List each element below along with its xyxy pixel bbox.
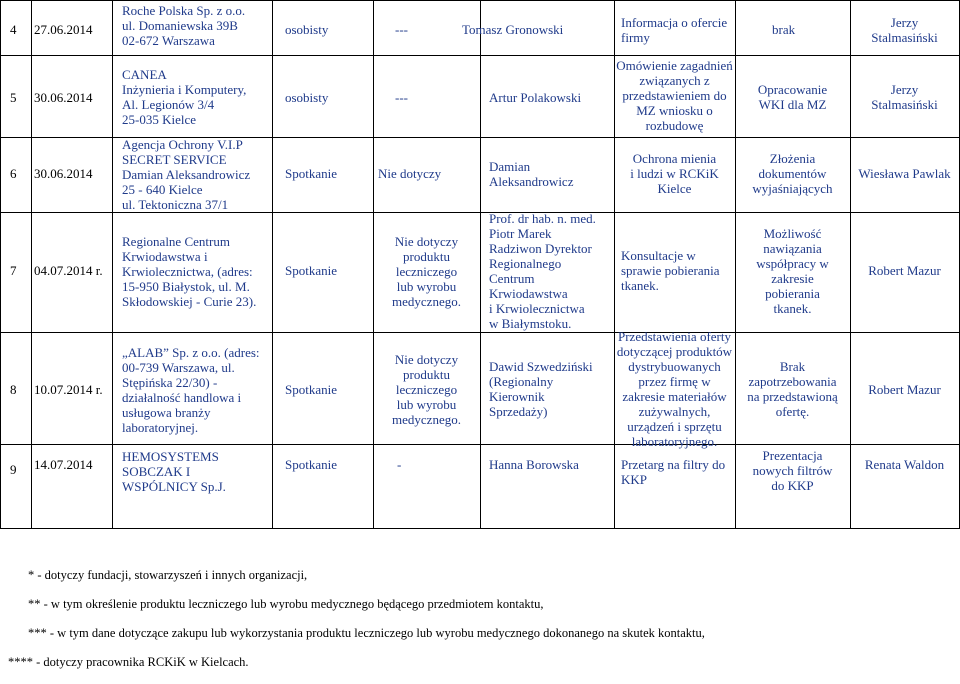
row-subject: Omówienie zagadnień związanych z przedstawieniem do MZ wniosku o rozbudowę bbox=[616, 58, 733, 133]
row-topic: --- bbox=[395, 90, 408, 105]
row-date: 04.07.2014 r. bbox=[34, 263, 103, 278]
row-person: Hanna Borowska bbox=[489, 457, 579, 472]
row-topic: Nie dotyczy produktu leczniczego lub wyrobu medycznego. bbox=[392, 234, 461, 309]
row-form: Spotkanie bbox=[285, 457, 337, 472]
row-person: Prof. dr hab. n. med. Piotr Marek Radziwon Dyrektor Regionalnego Centrum Krwiodawstwa i Krwiolecznictwa w Białymstoku. bbox=[489, 211, 596, 331]
col-border bbox=[480, 0, 481, 528]
row-person: Artur Polakowski bbox=[489, 90, 582, 105]
footnote: **** - dotyczy pracownika RCKiK w Kielcach. bbox=[8, 654, 249, 669]
row-institution: Regionalne Centrum Krwiodawstwa i Krwiolecznictwa, (adres: 15-950 Białystok, ul. M. Skłodowskiej - Curie 23). bbox=[122, 234, 257, 309]
row-form: Spotkanie bbox=[285, 382, 337, 397]
row-result: Złożenia dokumentów wyjaśniających bbox=[752, 151, 833, 196]
row-number: 9 bbox=[10, 462, 17, 477]
row-contact: Robert Mazur bbox=[868, 382, 941, 397]
row-number: 4 bbox=[10, 22, 17, 37]
col-border bbox=[0, 0, 1, 528]
row-contact: Jerzy Stalmasiński bbox=[871, 15, 938, 45]
row-result: brak bbox=[772, 22, 796, 37]
row-institution: Agencja Ochrony V.I.P SECRET SERVICE Damian Aleksandrowicz 25 - 640 Kielce ul. Tektoniczna 37/1 bbox=[122, 137, 251, 212]
footnote: * - dotyczy fundacji, stowarzyszeń i innych organizacji, bbox=[28, 567, 308, 582]
row-date: 10.07.2014 r. bbox=[34, 382, 103, 397]
row-form: osobisty bbox=[285, 22, 329, 37]
row-institution: CANEA Inżynieria i Komputery, Al. Legionów 3/4 25-035 Kielce bbox=[122, 67, 247, 127]
footnotes bbox=[8, 553, 705, 684]
row-result: Brak zapotrzebowania na przedstawioną ofertę. bbox=[747, 359, 838, 419]
row-contact: Wiesława Pawlak bbox=[858, 166, 951, 181]
row-result: Opracowanie WKI dla MZ bbox=[757, 82, 828, 112]
row-date: 30.06.2014 bbox=[34, 166, 93, 181]
row-number: 6 bbox=[10, 166, 17, 181]
row-date: 30.06.2014 bbox=[34, 90, 93, 105]
row-topic: --- bbox=[395, 22, 408, 37]
row-border bbox=[0, 528, 960, 529]
row-person: Damian Aleksandrowicz bbox=[489, 159, 574, 189]
col-border bbox=[112, 0, 113, 528]
row-form: osobisty bbox=[285, 90, 329, 105]
row-institution: „ALAB” Sp. z o.o. (adres: 00-739 Warszawa, ul. Stępińska 22/30) - działalność handlowa i usługowa branży laboratoryjnej. bbox=[122, 345, 260, 435]
row-result: Prezentacja nowych filtrów do KKP bbox=[752, 448, 833, 493]
row-contact: Renata Waldon bbox=[864, 457, 945, 472]
row-topic: - bbox=[397, 457, 402, 472]
row-contact: Jerzy Stalmasiński bbox=[871, 82, 938, 112]
row-result: Możliwość nawiązania współpracy w zakresie pobierania tkanek. bbox=[756, 226, 829, 316]
row-person: Tomasz Gronowski bbox=[462, 22, 564, 37]
row-topic: Nie dotyczy bbox=[378, 166, 442, 181]
row-date: 27.06.2014 bbox=[34, 22, 93, 37]
col-border bbox=[31, 0, 32, 528]
row-date: 14.07.2014 bbox=[34, 457, 93, 472]
row-institution: HEMOSYSTEMS SOBCZAK I WSPÓLNICY Sp.J. bbox=[122, 449, 226, 494]
col-border bbox=[272, 0, 273, 528]
row-person: Dawid Szwedziński (Regionalny Kierownik Sprzedaży) bbox=[489, 359, 593, 419]
row-number: 5 bbox=[10, 90, 17, 105]
row-subject: Ochrona mienia i ludzi w RCKiK Kielce bbox=[630, 151, 719, 196]
row-contact: Robert Mazur bbox=[868, 263, 941, 278]
row-subject: Konsultacje w sprawie pobierania tkanek. bbox=[621, 248, 720, 293]
row-form: Spotkanie bbox=[285, 263, 337, 278]
row-number: 7 bbox=[10, 263, 17, 278]
row-subject: Przetarg na filtry do KKP bbox=[621, 457, 726, 487]
row-subject: Przedstawienia oferty dotyczącej produktów dystrybuowanych przez firmę w zakresie materiałów zużywalnych, urządzeń i sprzętu laboratoryjnego. bbox=[616, 329, 733, 449]
footnote: *** - w tym dane dotyczące zakupu lub wykorzystania produktu leczniczego lub wyrobu medycznego dokonanego na skutek kontaktu, bbox=[28, 625, 705, 640]
row-subject: Informacja o ofercie firmy bbox=[621, 15, 728, 45]
row-topic: Nie dotyczy produktu leczniczego lub wyrobu medycznego. bbox=[392, 352, 461, 427]
footnote: ** - w tym określenie produktu leczniczego lub wyrobu medycznego będącego przedmiotem kontaktu, bbox=[28, 596, 544, 611]
row-institution: Roche Polska Sp. z o.o. ul. Domaniewska 39B 02-672 Warszawa bbox=[122, 3, 246, 48]
row-form: Spotkanie bbox=[285, 166, 337, 181]
row-number: 8 bbox=[10, 382, 17, 397]
